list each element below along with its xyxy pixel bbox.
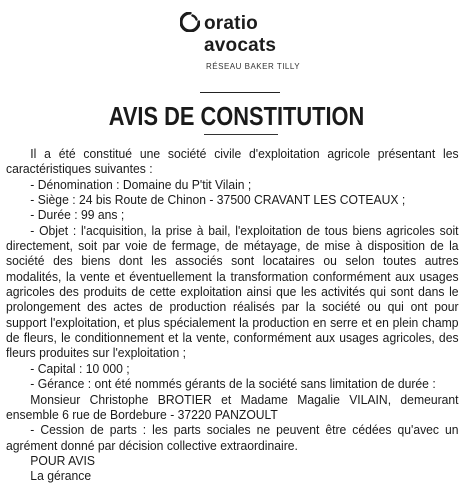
logo-text-oratio: oratio	[204, 13, 258, 34]
notice-title: AVIS DE CONSTITUTION	[108, 101, 365, 131]
logo-text-avocats: avocats	[204, 35, 277, 56]
title-underline	[204, 134, 278, 135]
oratio-logo	[178, 6, 301, 78]
oratio-logo-mark-icon	[180, 12, 200, 32]
denomination-line: - Dénomination : Domaine du P'tit Vilain ;	[30, 176, 252, 192]
header-divider	[200, 92, 280, 93]
intro-paragraph: Il a été constitué une société civile d'exploitation agricole présentant les caractéristiques suivantes :	[6, 146, 459, 177]
capital-line: - Capital : 10 000 ;	[30, 360, 130, 376]
siege-line: - Siège : 24 bis Route de Chinon - 37500 CRAVANT LES COTEAUX ;	[30, 192, 406, 208]
notice-body	[6, 146, 459, 484]
gerance-line: - Gérance : ont été nommés gérants de la société sans limitation de durée :	[30, 376, 436, 392]
signature-line: La gérance	[30, 468, 92, 484]
objet-paragraph: - Objet : l'acquisition, la prise à bail, l'exploitation de tous biens agricoles soit directement, soit par voie de fermage, de métayage, de mise à disposition de la société des biens dont les associés sont locataires ou selon toutes autres modalités, la vente et éventuellement la transformation conformément aux usages agricoles des produits de cette exploitation ainsi que les activités qui sont dans le prolongement des actes de production réalisés par la société ou qui ont pour support l'exploitation, et plus spécialement la production en serre et en plein champ de fleurs, le conditionnement et la vente, conformément aux usages agricoles, des fleurs produites sur l'exploitation ;	[6, 222, 459, 361]
gerants-paragraph: Monsieur Christophe BROTIER et Madame Magalie VILAIN, demeurant ensemble 6 rue de Bordebure - 37220 PANZOULT	[6, 391, 459, 422]
duree-line: - Durée : 99 ans ;	[30, 207, 125, 223]
cession-paragraph: - Cession de parts : les parts sociales ne peuvent être cédées qu'avec un agrément donné par décision collective extraordinaire.	[6, 422, 459, 453]
logo-subtitle: RÉSEAU BAKER TILLY	[206, 62, 301, 71]
pour-avis-line: POUR AVIS	[30, 452, 95, 468]
